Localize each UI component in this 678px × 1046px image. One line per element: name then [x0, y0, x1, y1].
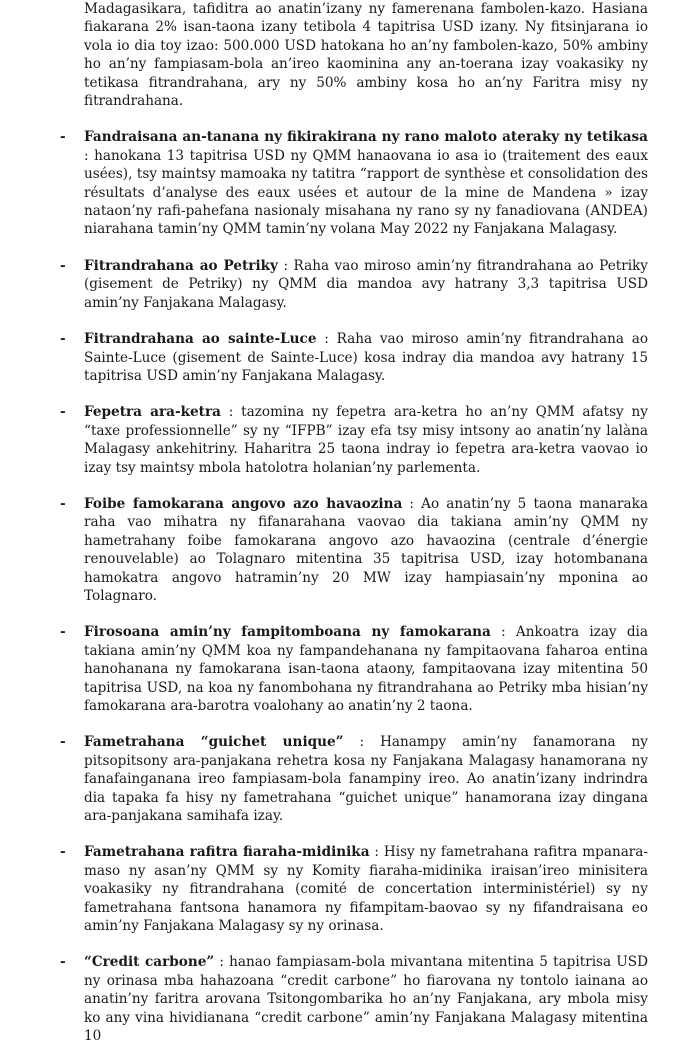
item-separator: :: [214, 954, 230, 971]
item-separator: :: [369, 844, 384, 861]
bullet: -: [60, 954, 66, 971]
item-separator: :: [316, 331, 337, 348]
item-text: hanao fampiasam-bola mivantana mitentina 5 tapitrisa USD ny orinasa mba hahazoana “credit carbone” ho fiarovana ny tontolo iainana ao anatin’ny faritra arovana Tsitongombarika ho an’ny Fanjakana, ary mbola misy ko any vina hividianana “credit carbone” amin’ny Fanjakana Malagasy mitentina 10: [84, 954, 648, 1045]
item-separator: :: [402, 495, 422, 512]
item-text: tazomina ny fepetra ara-ketra ho an’ny QMM afatsy ny “taxe professionnelle” sy ny “IFPB” izay efa tsy misy intsony ao anatin’ny lalàna Malagasy ankehitriny. Haharitra 25 taona indray io fepetra ara-ketra vaovao io izay tsy maintsy mbola hatolotra holanian’ny parlementa.: [84, 404, 648, 476]
bullet: -: [60, 331, 66, 348]
item-separator: :: [490, 624, 516, 641]
bullet: -: [60, 129, 66, 146]
item-term: Fandraisana an-tanana ny fikirakirana ny rano maloto ateraky ny tetikasa: [84, 129, 648, 146]
list-item: [60, 257, 648, 312]
item-text: Hisy ny fametrahana rafitra mpanara-maso ny asan’ny QMM sy ny Komity fiaraha-midinika iraisan’ireo minisitera voakasiky ny fitrandrahana (comité de concertation interministériel) sy ny fametrahana fantsona hanamora ny fifampitam-baovao sy ny fifandraisana eo amin’ny Fanjakana Malagasy sy ny orinasa.: [84, 844, 648, 935]
item-separator: :: [84, 147, 95, 164]
item-term: Fametrahana rafitra fiaraha-midinika: [84, 844, 370, 861]
bullet: -: [60, 495, 66, 512]
item-term: Foibe famokarana angovo azo havaozina: [84, 495, 403, 512]
list-item: [60, 128, 648, 238]
bullet: -: [60, 734, 66, 751]
list-item: [60, 330, 649, 385]
item-separator: :: [343, 734, 381, 751]
item-term: Fitrandrahana ao sainte-Luce: [84, 331, 317, 348]
item-text: Raha vao miroso amin’ny fitrandrahana ao Sainte-Luce (gisement de Sainte-Luce) kosa indray dia mandoa avy hatrany 15 tapitrisa USD amin’ny Fanjakana Malagasy.: [84, 331, 649, 384]
item-separator: :: [277, 257, 294, 274]
item-term: Fepetra ara-ketra: [84, 404, 221, 421]
bullet: -: [60, 844, 66, 861]
item-term: “Credit carbone”: [84, 954, 215, 971]
item-term: Fametrahana “guichet unique”: [84, 734, 344, 751]
item-term: Fitrandrahana ao Petriky: [84, 257, 278, 274]
item-term: Firosoana amin’ny fampitomboana ny famokarana: [84, 624, 491, 641]
list-item: [60, 953, 648, 1045]
bullet: -: [60, 257, 66, 274]
list-item: [60, 403, 648, 477]
item-separator: :: [220, 404, 242, 421]
measures-list: [0, 128, 648, 1045]
item-text: Ao anatin’ny 5 taona manaraka raha vao mihatra ny fifanarahana vaovao dia takiana amin’ny QMM ny hametrahany foibe famokarana angovo azo havaozina (centrale d’énergie renouvelable) ao Tolagnaro mitentina 35 tapitrisa USD, izay hotombanana hamokatra angovo hatramin’ny 20 MW izay hampiasain’ny mponina ao Tolagnaro.: [84, 495, 648, 604]
item-text: Ankoatra izay dia takiana amin’ny QMM koa ny fampandehanana ny fampitaovana faharoa entina hanohanana ny famokarana isan-taona ataony, fampitaovana izay mitentina 50 tapitrisa USD, na koa ny fanombohana ny fitrandrahana ao Petriky mba hisian’ny famokarana ara-barotra voalohany ao anatin’ny 2 taona.: [84, 624, 648, 714]
bullet: -: [60, 624, 66, 641]
intro-paragraph: Madagasikara, tafiditra ao anatin’izany ny famerenana fambolen-kazo. Hasiana fiakarana 2% isan-taona izany tetibola 4 tapitrisa USD izany. Ny fitsinjarana io vola io dia toy izao: 500.000 USD hatokana ho an’ny fambolen-kazo, 50% ambiny ho an’ny fampiasam-bola an’ireo kaominina any an-toerana izay voakasiky ny tetikasa fitrandrahana, ary ny 50% ambiny kosa ho an’ny Faritra misy ny fitrandrahana.: [84, 1, 648, 110]
item-text: Raha vao miroso amin’ny fitrandrahana ao Petriky (gisement de Petriky) ny QMM dia mandoa avy hatrany 3,3 tapitrisa USD amin’ny Fanjakana Malagasy.: [84, 257, 648, 311]
item-text: Hanampy amin’ny fanamorana ny pitsopitsony ara-panjakana rehetra kosa ny Fanjakana Malagasy hanamorana ny fanafainganana ireo fampiasam-bola fanampiny ireo. Ao anatin’izany indrindra dia tapaka fa hisy ny fametrahana “guichet unique” hanamorana izay dingana ara-panjakana samihafa izay.: [84, 734, 648, 825]
list-item: [60, 623, 648, 715]
list-item: [60, 843, 648, 935]
list-item: [60, 495, 648, 605]
item-text: hanokana 13 tapitrisa USD ny QMM hanaovana io asa io (traitement des eaux usées), tsy maintsy mamoaka ny tatitra “rapport de synthèse et consolidation des résultats d’analyse des eaux usées et autour de la mine de Mandena » izay nataon’ny rafi-pahefana nasionaly misahana ny rano sy ny fanadiovana (ANDEA) niarahana tamin’ny QMM tamin’ny volana May 2022 ny Fanjakana Malagasy.: [84, 147, 648, 238]
list-item: [60, 733, 648, 825]
bullet: -: [60, 404, 66, 421]
